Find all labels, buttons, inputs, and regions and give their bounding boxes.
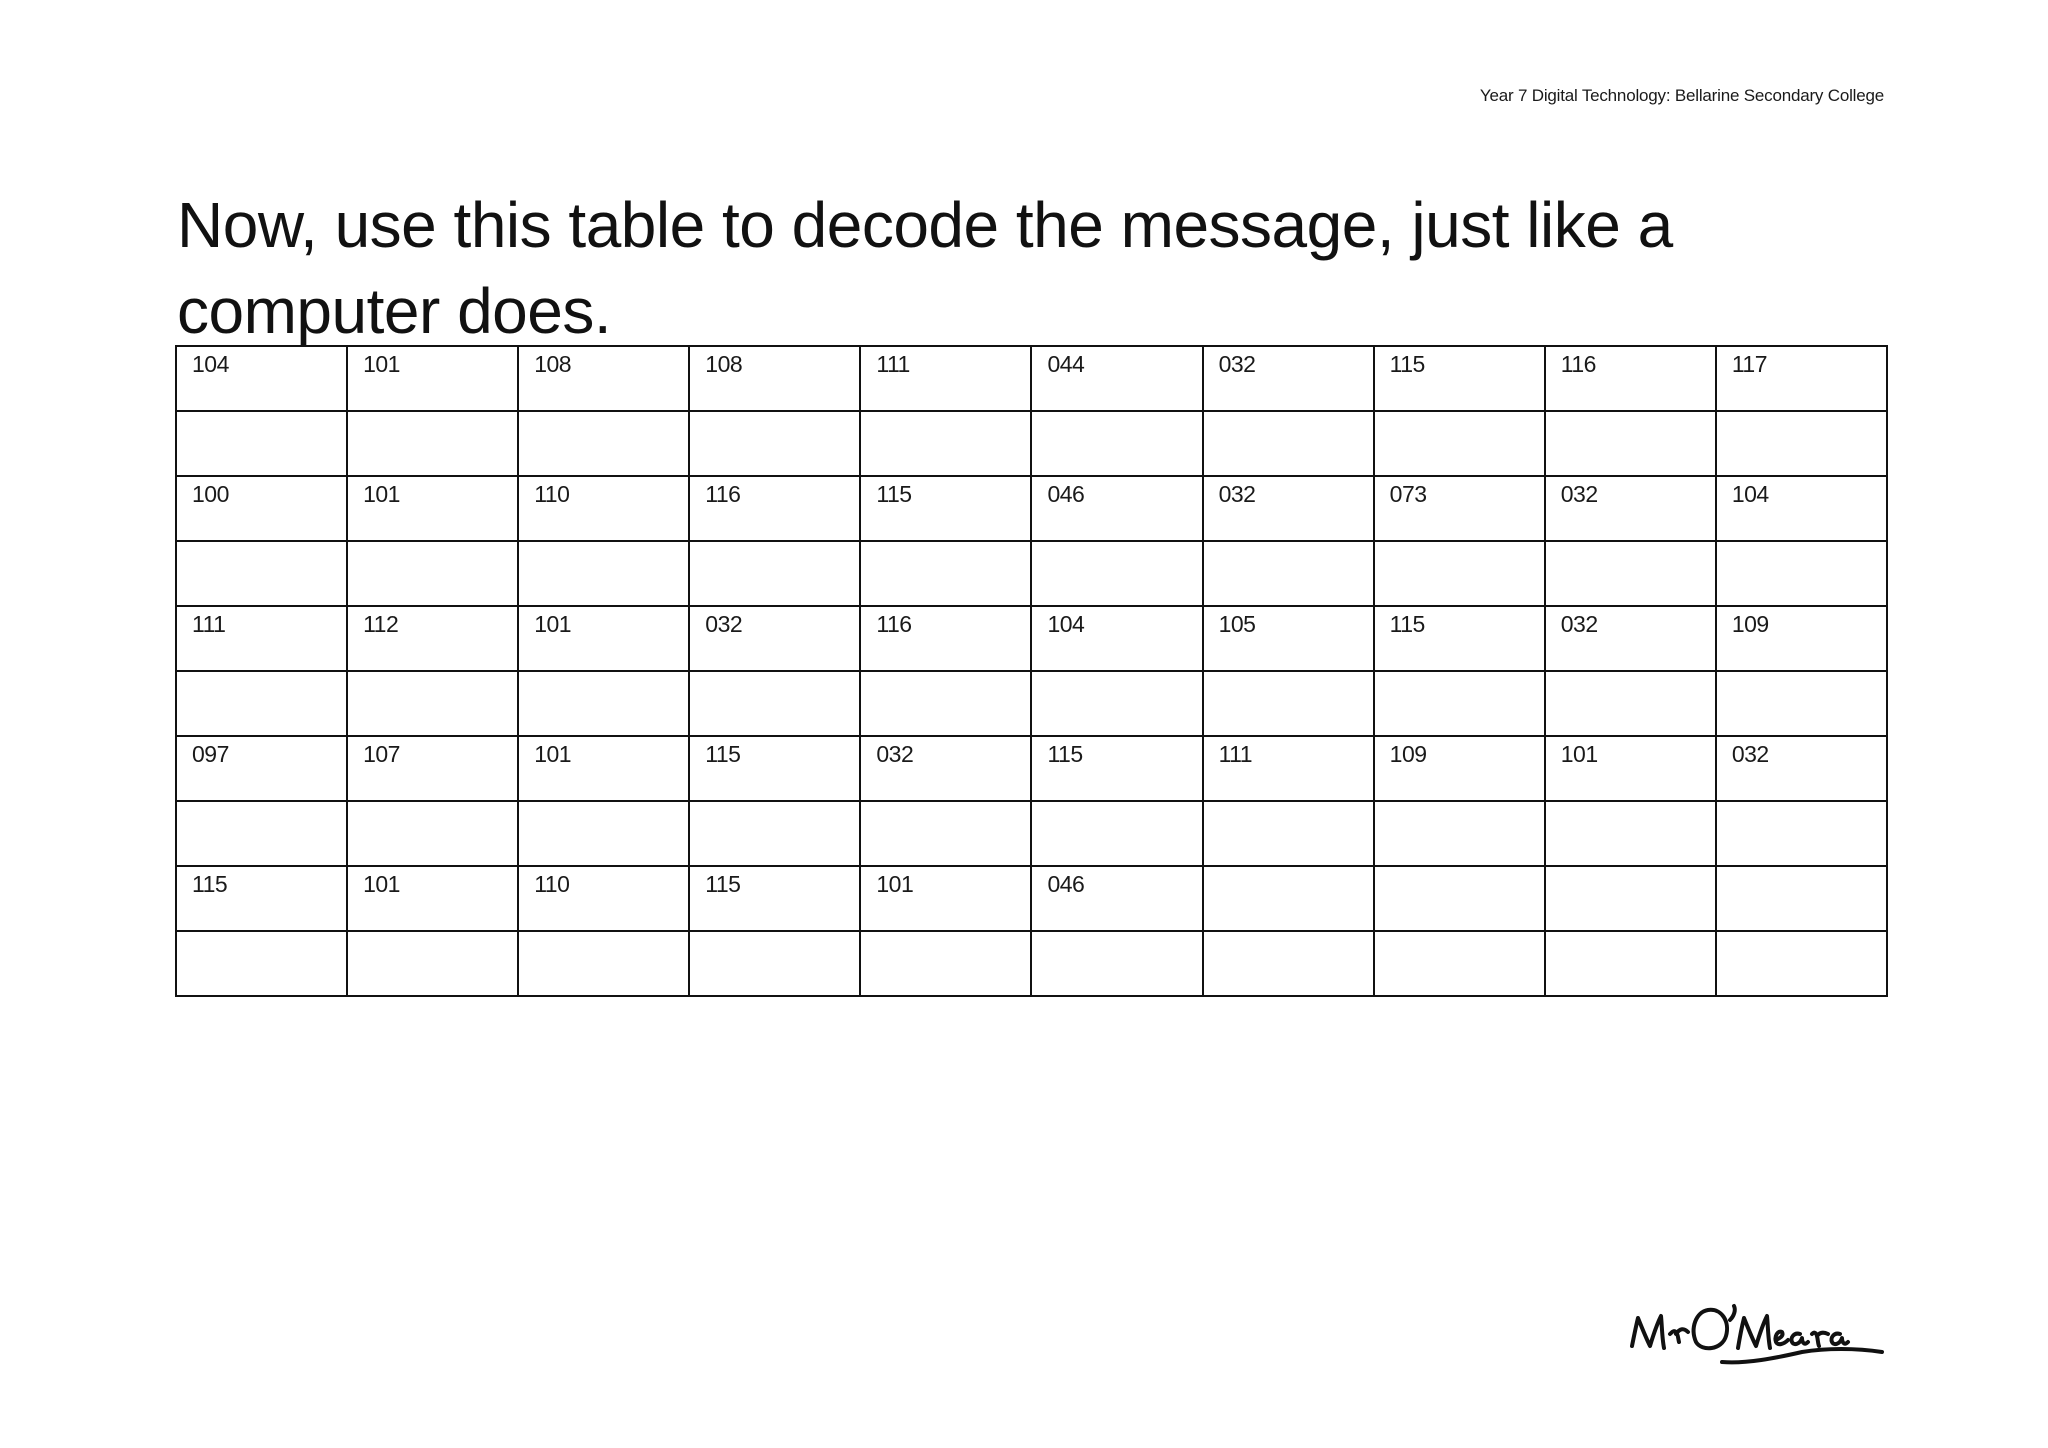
code-cell: 116 — [1545, 346, 1716, 411]
code-row — [176, 866, 1887, 931]
code-cell: 032 — [1545, 476, 1716, 541]
code-cell: 109 — [1716, 606, 1887, 671]
code-cell: 105 — [1203, 606, 1374, 671]
code-cell — [1374, 866, 1545, 931]
code-cell: 100 — [176, 476, 347, 541]
answer-cell[interactable] — [176, 801, 347, 866]
answer-cell[interactable] — [347, 671, 518, 736]
answer-cell[interactable] — [1545, 411, 1716, 476]
code-cell: 101 — [347, 346, 518, 411]
answer-cell[interactable] — [518, 671, 689, 736]
code-cell: 115 — [1374, 606, 1545, 671]
answer-row — [176, 541, 1887, 606]
code-cell: 101 — [518, 736, 689, 801]
answer-cell[interactable] — [1716, 931, 1887, 996]
code-cell: 111 — [860, 346, 1031, 411]
answer-cell[interactable] — [347, 411, 518, 476]
answer-cell[interactable] — [860, 801, 1031, 866]
code-row — [176, 346, 1887, 411]
answer-cell[interactable] — [1374, 931, 1545, 996]
answer-cell[interactable] — [518, 541, 689, 606]
answer-cell[interactable] — [1374, 541, 1545, 606]
answer-cell[interactable] — [1203, 671, 1374, 736]
course-header-note: Year 7 Digital Technology: Bellarine Secondary College — [1479, 86, 1884, 105]
answer-cell[interactable] — [689, 411, 860, 476]
answer-cell[interactable] — [176, 411, 347, 476]
answer-cell[interactable] — [176, 931, 347, 996]
answer-cell[interactable] — [1203, 801, 1374, 866]
code-cell: 101 — [347, 866, 518, 931]
code-cell: 101 — [860, 866, 1031, 931]
answer-cell[interactable] — [1716, 411, 1887, 476]
code-cell — [1545, 866, 1716, 931]
answer-row — [176, 671, 1887, 736]
answer-cell[interactable] — [689, 801, 860, 866]
answer-cell[interactable] — [1374, 801, 1545, 866]
signature-logo — [1626, 1298, 1890, 1372]
code-cell: 032 — [1203, 346, 1374, 411]
answer-row — [176, 931, 1887, 996]
answer-cell[interactable] — [1203, 541, 1374, 606]
code-cell: 115 — [860, 476, 1031, 541]
code-cell: 032 — [1545, 606, 1716, 671]
answer-cell[interactable] — [860, 411, 1031, 476]
code-cell: 109 — [1374, 736, 1545, 801]
answer-cell[interactable] — [1031, 671, 1202, 736]
code-cell: 115 — [689, 866, 860, 931]
code-cell: 097 — [176, 736, 347, 801]
answer-cell[interactable] — [1374, 411, 1545, 476]
code-cell: 104 — [1031, 606, 1202, 671]
code-cell — [1203, 866, 1374, 931]
answer-cell[interactable] — [1031, 931, 1202, 996]
code-cell: 115 — [689, 736, 860, 801]
answer-cell[interactable] — [347, 931, 518, 996]
decode-table — [175, 345, 1888, 997]
answer-cell[interactable] — [1031, 541, 1202, 606]
answer-cell[interactable] — [860, 671, 1031, 736]
code-cell: 104 — [176, 346, 347, 411]
code-cell: 116 — [689, 476, 860, 541]
code-cell: 101 — [347, 476, 518, 541]
answer-cell[interactable] — [347, 801, 518, 866]
code-cell: 107 — [347, 736, 518, 801]
code-cell: 115 — [1031, 736, 1202, 801]
answer-cell[interactable] — [1203, 411, 1374, 476]
answer-cell[interactable] — [1545, 541, 1716, 606]
answer-cell[interactable] — [1716, 671, 1887, 736]
answer-cell[interactable] — [1545, 931, 1716, 996]
answer-cell[interactable] — [1031, 411, 1202, 476]
answer-cell[interactable] — [176, 671, 347, 736]
answer-cell[interactable] — [518, 411, 689, 476]
answer-cell[interactable] — [1203, 931, 1374, 996]
answer-cell[interactable] — [1545, 801, 1716, 866]
answer-cell[interactable] — [860, 931, 1031, 996]
answer-cell[interactable] — [1031, 801, 1202, 866]
code-cell: 115 — [1374, 346, 1545, 411]
code-cell: 108 — [689, 346, 860, 411]
answer-cell[interactable] — [689, 671, 860, 736]
code-row — [176, 476, 1887, 541]
answer-row — [176, 411, 1887, 476]
code-cell: 108 — [518, 346, 689, 411]
code-cell: 046 — [1031, 866, 1202, 931]
code-cell: 032 — [1716, 736, 1887, 801]
page-title: Now, use this table to decode the message, just like a computer does. — [177, 189, 1673, 347]
code-cell: 044 — [1031, 346, 1202, 411]
code-cell: 110 — [518, 866, 689, 931]
code-cell: 032 — [860, 736, 1031, 801]
answer-cell[interactable] — [1716, 541, 1887, 606]
code-row — [176, 736, 1887, 801]
code-cell: 101 — [1545, 736, 1716, 801]
code-cell: 073 — [1374, 476, 1545, 541]
code-cell: 111 — [176, 606, 347, 671]
code-cell: 110 — [518, 476, 689, 541]
code-cell: 112 — [347, 606, 518, 671]
answer-cell[interactable] — [689, 541, 860, 606]
code-cell: 101 — [518, 606, 689, 671]
code-cell: 116 — [860, 606, 1031, 671]
code-cell: 032 — [1203, 476, 1374, 541]
code-cell: 117 — [1716, 346, 1887, 411]
code-cell: 111 — [1203, 736, 1374, 801]
answer-cell[interactable] — [518, 931, 689, 996]
code-cell — [1716, 866, 1887, 931]
answer-cell[interactable] — [689, 931, 860, 996]
answer-cell[interactable] — [1374, 671, 1545, 736]
code-cell: 115 — [176, 866, 347, 931]
code-row — [176, 606, 1887, 671]
answer-cell[interactable] — [176, 541, 347, 606]
code-cell: 046 — [1031, 476, 1202, 541]
answer-cell[interactable] — [1545, 671, 1716, 736]
answer-cell[interactable] — [1716, 801, 1887, 866]
answer-cell[interactable] — [518, 801, 689, 866]
code-cell: 032 — [689, 606, 860, 671]
answer-cell[interactable] — [347, 541, 518, 606]
code-cell: 104 — [1716, 476, 1887, 541]
answer-row — [176, 801, 1887, 866]
answer-cell[interactable] — [860, 541, 1031, 606]
